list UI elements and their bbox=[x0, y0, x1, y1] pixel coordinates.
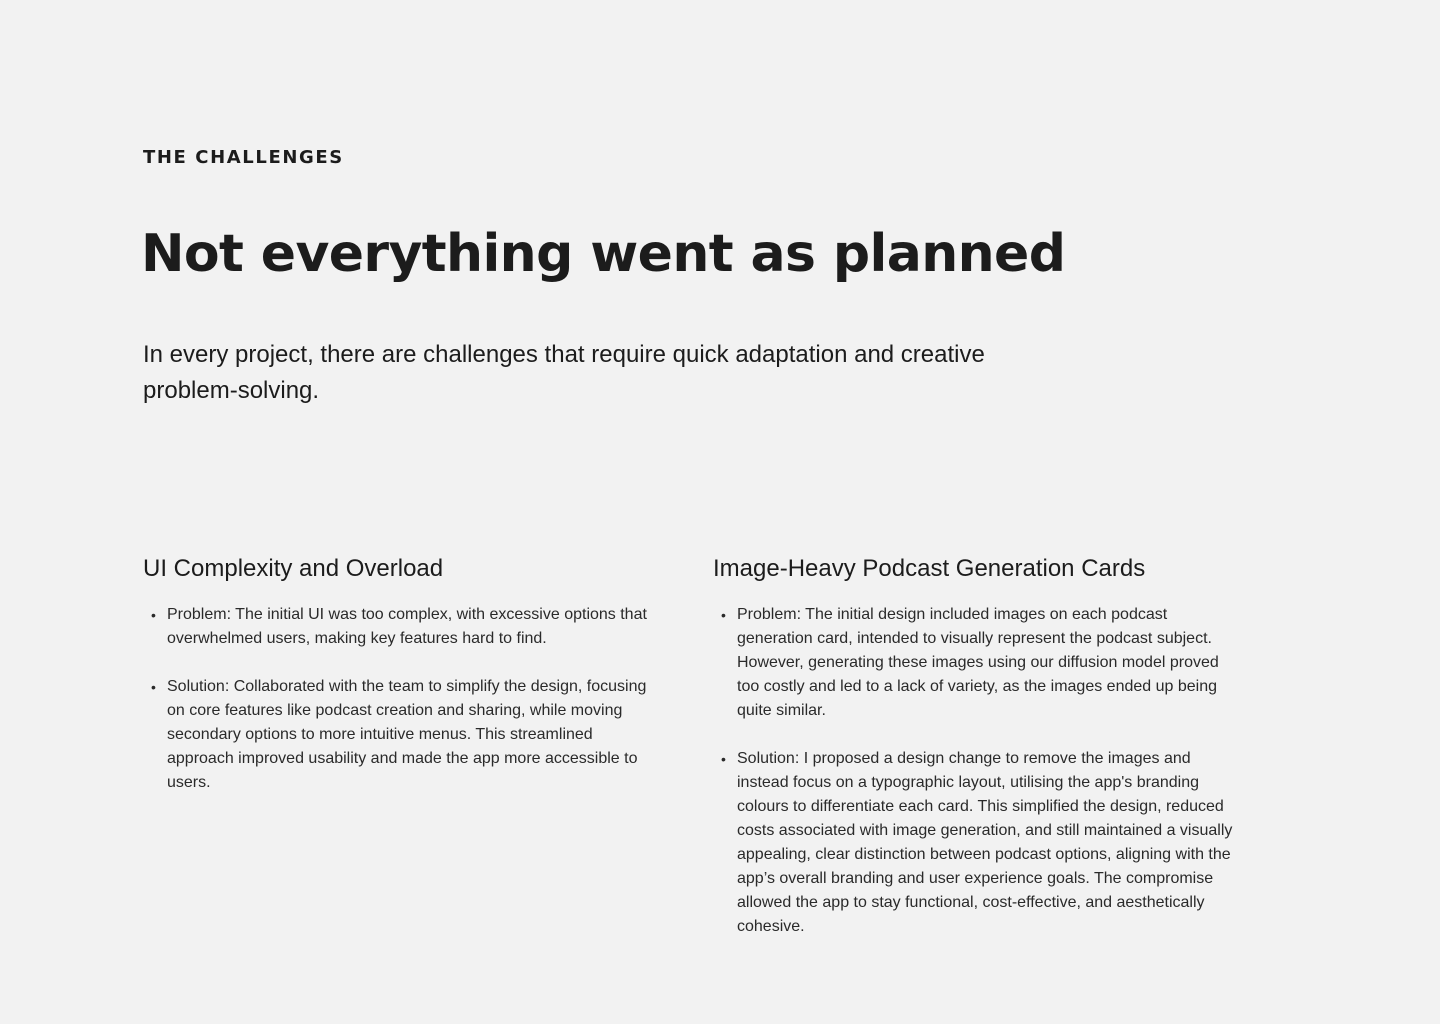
challenge-title: Image-Heavy Podcast Generation Cards bbox=[713, 555, 1146, 582]
challenge-list bbox=[713, 603, 1233, 939]
list-item-problem bbox=[143, 603, 663, 651]
challenge-list bbox=[143, 603, 663, 795]
challenge-ui-complexity bbox=[143, 552, 663, 819]
list-item-solution bbox=[143, 675, 663, 795]
bullet-icon: • bbox=[721, 607, 726, 623]
challenge-image-heavy-cards bbox=[713, 552, 1233, 963]
list-item-text: Solution: Collaborated with the team to simplify the design, focusing on core features like podcast creation and sharing, while moving secondary options to more intuitive menus. This streamlined approach improved usability and made the app more accessible to users. bbox=[167, 678, 647, 791]
list-item-solution bbox=[713, 747, 1233, 939]
list-item-text: Problem: The initial design included images on each podcast generation card, intended to visually represent the podcast subject. However, generating these images using our diffusion model proved too costly and led to a lack of variety, as the images ended up being quite similar. bbox=[737, 606, 1219, 719]
bullet-icon: • bbox=[151, 679, 156, 695]
section-eyebrow: THE CHALLENGES bbox=[143, 147, 344, 168]
page-title: Not everything went as planned bbox=[141, 224, 1066, 284]
list-item-text: Problem: The initial UI was too complex, with excessive options that overwhelmed users, making key features hard to find. bbox=[167, 606, 647, 647]
intro-paragraph: In every project, there are challenges that require quick adaptation and creative problem-solving. bbox=[143, 341, 985, 404]
challenge-title: UI Complexity and Overload bbox=[143, 555, 444, 582]
bullet-icon: • bbox=[721, 751, 726, 767]
list-item-text: Solution: I proposed a design change to remove the images and instead focus on a typographic layout, utilising the app's branding colours to differentiate each card. This simplified the design, reduced costs associated with image generation, and still maintained a visually appealing, clear distinction between podcast options, aligning with the app’s overall branding and user experience goals. The compromise allowed the app to stay functional, cost-effective, and aesthetically cohesive. bbox=[737, 750, 1233, 935]
bullet-icon: • bbox=[151, 607, 156, 623]
list-item-problem bbox=[713, 603, 1233, 723]
